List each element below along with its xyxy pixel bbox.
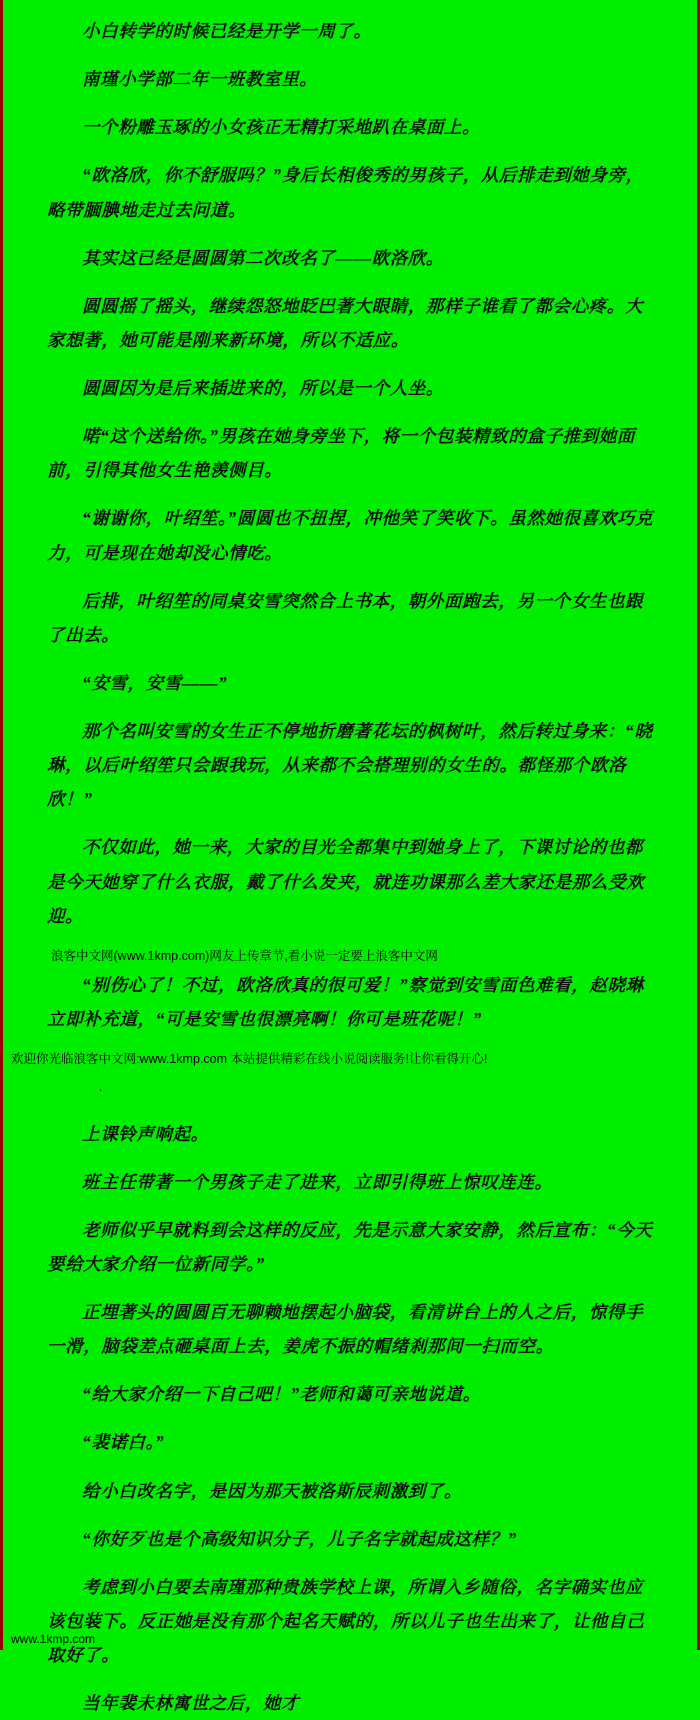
paragraph: 喏“这个送给你。”男孩在她身旁坐下，将一个包装精致的盒子推到她面前，引得其他女生艳羡侧目。 <box>47 426 635 481</box>
paragraph: 班主任带著一个男孩子走了进来，立即引得班上惊叹连连。 <box>82 1171 553 1192</box>
paragraph: 后排，叶绍笙的同桌安雪突然合上书本，朝外面跑去，另一个女生也跟了出去。 <box>47 590 644 645</box>
paragraph: 南瑾小学部二年一班教室里。 <box>82 69 318 90</box>
paragraph: “给大家介绍一下自己吧！”老师和蔼可亲地说道。 <box>82 1384 481 1405</box>
section-spacer <box>47 1097 657 1117</box>
paragraph: 给小白改名字，是因为那天被洛斯辰刺激到了。 <box>82 1480 463 1501</box>
paragraph: “你好歹也是个高级知识分子，儿子名字就起成这样？” <box>82 1528 517 1549</box>
paragraph: 圆圆摇了摇头，继续怨怒地眨巴著大眼睛，那样子谁看了都会心疼。大家想著，她可能是刚来新环境，所以不适应。 <box>47 295 644 350</box>
novel-text-body <box>3 0 697 1720</box>
dot-marker: . <box>99 1078 103 1094</box>
paragraph: 不仅如此，她一来，大家的目光全都集中到她身上了，下课讨论的也都是今天她穿了什么衣服，戴了什么发夹，就连功课那么差大家还是那么受欢迎。 <box>47 837 645 926</box>
paragraph: 当年裴未林寓世之后，她才 <box>82 1693 300 1714</box>
paragraph: 小白转学的时候已经是开学一周了。 <box>82 21 372 41</box>
site-advertisement-bottom[interactable]: 欢迎你光临浪客中文网:www.1kmp.com 本站提供精彩在线小说阅读服务!让你看得开心! <box>11 1051 488 1066</box>
paragraph: 一个粉雕玉琢的小女孩正无精打采地趴在桌面上。 <box>82 117 481 138</box>
paragraph: 圆圆因为是后来插进来的，所以是一个人坐。 <box>82 378 444 398</box>
paragraph: 上课铃声响起。 <box>82 1123 209 1144</box>
paragraph: “别伤心了！不过，欧洛欣真的很可爱！”察觉到安雪面色难看，赵晓琳立即补充道，“可是安雪也很漂亮啊！你可是班花呢！” <box>47 974 644 1029</box>
site-advertisement-top[interactable]: 浪客中文网(www.1kmp.com)网友上传章节,看小说一定要上浪客中文网 <box>51 948 438 963</box>
paragraph: 老师似乎早就料到会这样的反应，先是示意大家安静，然后宣布：“今天要给大家介绍一位新同学。” <box>47 1219 653 1274</box>
footer-site-url[interactable]: www.1kmp.com <box>11 1632 96 1646</box>
paragraph: “裴诺白。” <box>82 1432 165 1453</box>
paragraph: 考虑到小白要去南瑾那种贵族学校上课，所谓入乡随俗，名字确实也应该包装下。反正她是没有那个起名天赋的，所以儿子也生出来了，让他自己取好了。 <box>47 1576 645 1665</box>
paragraph: “安雪，安雪——” <box>82 672 228 693</box>
paragraph: “欧洛欣，你不舒服吗？”身后长相俊秀的男孩子，从后排走到她身旁，略带腼腆地走过去问道。 <box>47 165 644 220</box>
paragraph: 其实这已经是圆圆第二次改名了——欧洛欣。 <box>82 247 444 268</box>
paragraph: 那个名叫安雪的女生正不停地折磨著花坛的枫树叶，然后转过身来：“晓琳，以后叶绍笙只会跟我玩，从来都不会搭理别的女生的。都怪那个欧洛欣！” <box>47 721 653 810</box>
paragraph: “谢谢你，叶绍笙。”圆圆也不扭捏，冲他笑了笑收下。虽然她很喜欢巧克力，可是现在她却没心情吃。 <box>47 508 654 563</box>
paragraph: 正埋著头的圆圆百无聊赖地摆起小脑袋，看清讲台上的人之后，惊得手一滑，脑袋差点砸桌面上去，姜虎不振的帽绪刹那间一扫而空。 <box>47 1302 644 1357</box>
